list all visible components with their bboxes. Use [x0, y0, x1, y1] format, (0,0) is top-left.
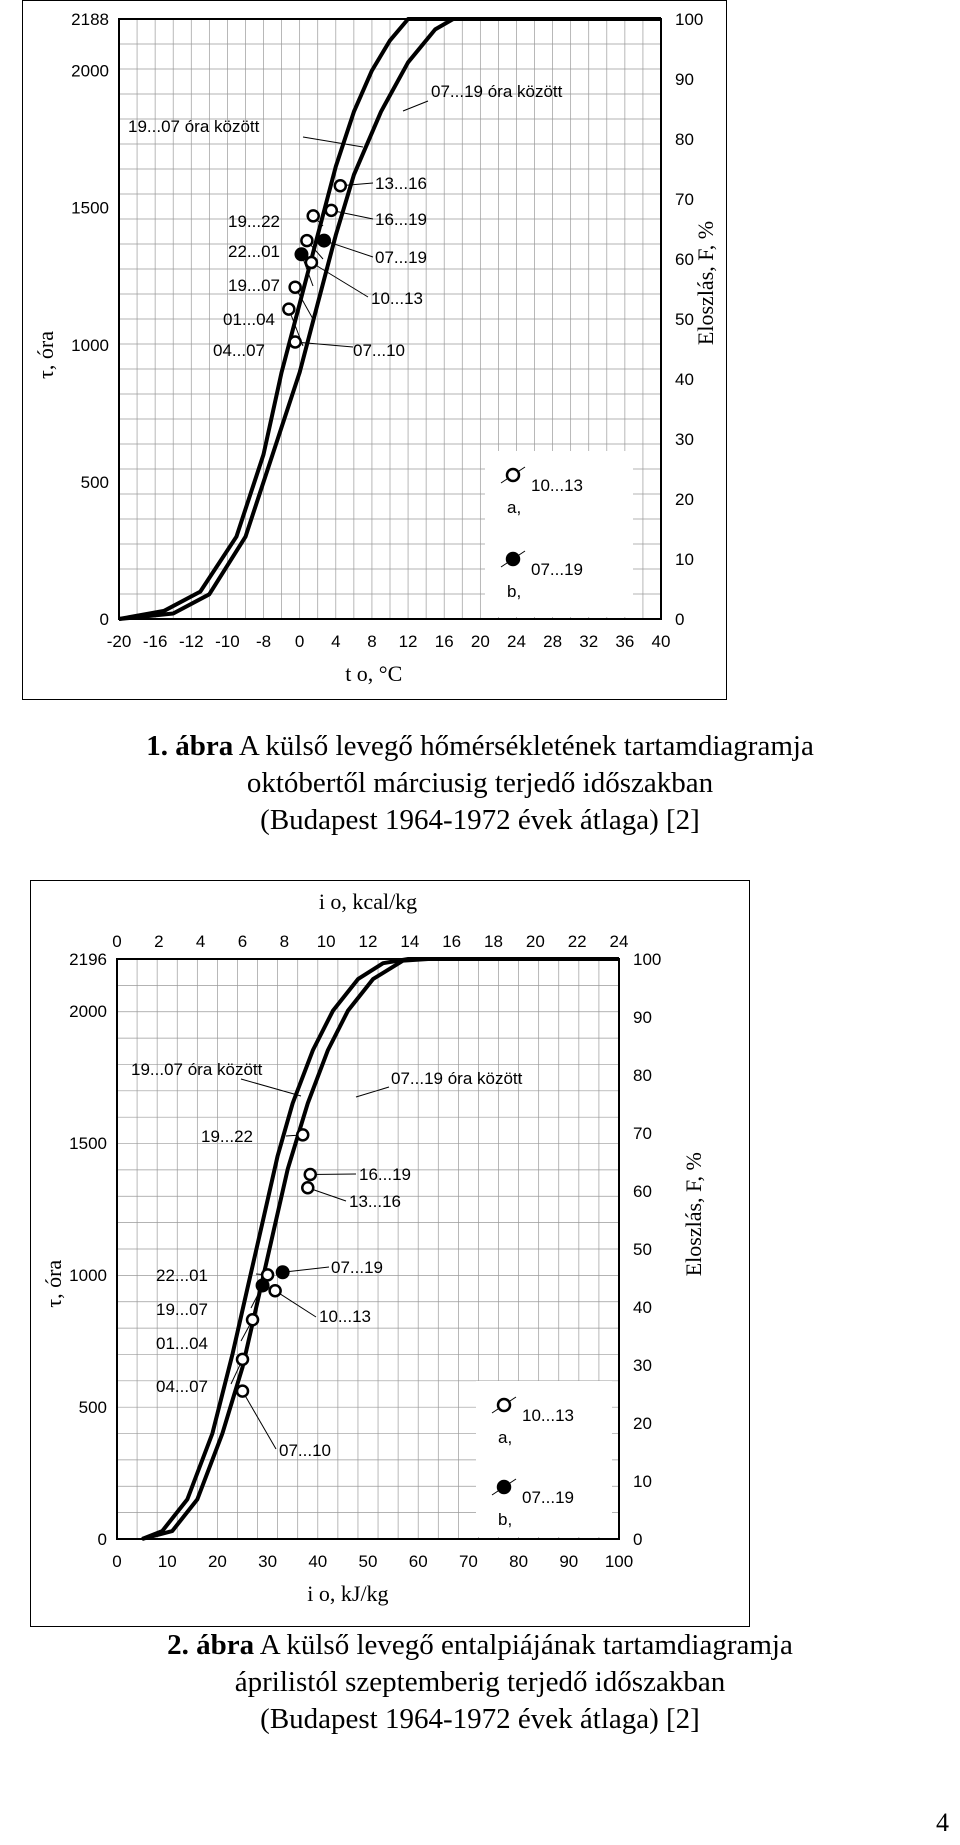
figure-1-frame: [22, 0, 727, 700]
figure-2-frame: [30, 880, 750, 1627]
right-tick-label: 80: [675, 130, 694, 149]
x-axis-title: t o, °C: [345, 661, 403, 686]
filled-marker: [295, 248, 308, 261]
right-tick-label: 10: [675, 550, 694, 569]
right-tick-label: 10: [633, 1472, 652, 1491]
x-tick-label: 70: [458, 1552, 478, 1571]
series-label-leader: [241, 1079, 301, 1096]
open-marker: [326, 205, 337, 216]
right-tick-label: 30: [675, 430, 694, 449]
figure-1-chart: [23, 1, 726, 699]
figure-1-caption-line-3: (Budapest 1964-1972 évek átlaga) [2]: [260, 804, 700, 836]
x-tick-label: 60: [408, 1552, 428, 1571]
x-tick-label: 100: [604, 1552, 634, 1571]
right-tick-label: 70: [633, 1124, 652, 1143]
y-tick-label: 500: [80, 472, 109, 492]
right-tick-label: 80: [633, 1066, 652, 1085]
x-tick-label: 0: [294, 632, 305, 651]
top-tick-label: 10: [316, 932, 336, 951]
legend-key: a,: [507, 498, 522, 517]
x-tick-label: 28: [543, 632, 563, 651]
legend-marker-filled: [498, 1481, 510, 1493]
right-tick-label: 20: [675, 490, 694, 509]
point-leader: [243, 1391, 277, 1449]
legend-marker-filled: [507, 553, 519, 565]
x-tick-label: -8: [255, 632, 272, 651]
top-axis-title: i o, kcal/kg: [318, 889, 418, 914]
top-tick-label: 12: [358, 932, 378, 951]
top-tick-label: 20: [525, 932, 545, 951]
x-tick-label: 8: [367, 632, 377, 651]
open-marker-label: 04...07: [156, 1377, 208, 1396]
open-marker: [247, 1314, 258, 1325]
x-tick-label: 40: [651, 632, 671, 651]
figure-2-caption: [0, 1627, 960, 1738]
filled-marker-label: 19...07: [156, 1300, 208, 1319]
top-tick-label: 4: [195, 932, 206, 951]
open-marker: [301, 235, 312, 246]
x-tick-label: 90: [559, 1552, 579, 1571]
x-tick-label: 4: [331, 632, 341, 651]
series-label: 19...07 óra között: [131, 1060, 263, 1079]
x-tick-label: 16: [434, 632, 454, 651]
x-tick-label: -10: [215, 632, 240, 651]
top-tick-label: 2: [154, 932, 164, 951]
right-tick-label: 90: [633, 1008, 652, 1027]
open-marker-label: 19...22: [201, 1127, 253, 1146]
y-tick-label: 1000: [69, 1265, 107, 1285]
x-tick-label: -12: [178, 632, 204, 651]
y-tick-label: 1500: [71, 198, 109, 218]
right-tick-label: 40: [633, 1298, 652, 1317]
right-tick-label: 30: [633, 1356, 652, 1375]
legend-key: b,: [507, 582, 522, 601]
y-tick-label: 2188: [71, 10, 109, 29]
open-marker-label: 16...19: [375, 210, 427, 229]
x-tick-label: 32: [579, 632, 599, 651]
y-tick-label: 1500: [69, 1133, 107, 1153]
right-tick-label: 100: [675, 10, 704, 29]
right-tick-label: 50: [675, 310, 694, 329]
x-tick-label: -20: [106, 632, 132, 651]
open-marker-label: 07...10: [279, 1441, 331, 1460]
figure-2-chart: [31, 881, 749, 1626]
right-axis-title: Eloszlás, F, %: [681, 1152, 706, 1277]
open-marker: [297, 1129, 308, 1140]
y-tick-label: 500: [78, 1397, 107, 1417]
legend-label: 07...19: [531, 560, 583, 579]
filled-marker-label: 19...07: [228, 276, 280, 295]
open-marker: [302, 1182, 313, 1193]
top-tick-label: 6: [237, 932, 248, 951]
series-label: 07...19 óra között: [391, 1069, 523, 1088]
figure-2-caption-line-1: A külső levegő entalpiájának tartamdiagramja: [254, 1629, 793, 1661]
open-marker: [290, 337, 301, 348]
x-tick-label: 50: [358, 1552, 378, 1571]
right-tick-label: 0: [675, 610, 685, 629]
right-tick-label: 0: [633, 1530, 643, 1549]
legend-box: [476, 1381, 612, 1537]
x-tick-label: 24: [507, 632, 526, 651]
top-tick-label: 16: [442, 932, 462, 951]
x-tick-label: 30: [258, 1552, 278, 1571]
point-leader: [295, 342, 353, 347]
right-tick-label: 60: [675, 250, 694, 269]
point-leader: [310, 1174, 356, 1175]
x-tick-label: 20: [207, 1552, 227, 1571]
x-tick-label: 40: [308, 1552, 328, 1571]
top-tick-label: 14: [400, 932, 420, 951]
x-axis-title: i o, kJ/kg: [307, 1581, 389, 1606]
top-tick-label: 22: [567, 932, 587, 951]
open-marker: [290, 282, 301, 293]
open-marker: [308, 210, 319, 221]
figure-2-caption-line-3: (Budapest 1964-1972 évek átlaga) [2]: [260, 1703, 700, 1735]
top-tick-label: 0: [112, 932, 122, 951]
legend-key: b,: [498, 1510, 513, 1529]
open-marker: [270, 1285, 281, 1296]
open-marker-label: 13...16: [349, 1192, 401, 1211]
open-marker-label: 13...16: [375, 174, 427, 193]
y-tick-label: 0: [99, 610, 109, 629]
figure-2-caption-number: 2. ábra: [167, 1629, 255, 1661]
open-marker-label: 07...10: [353, 341, 405, 360]
figure-1-caption-line-2: októbertől márciusig terjedő időszakban: [246, 767, 714, 799]
right-tick-label: 60: [633, 1182, 652, 1201]
filled-marker-label: 07...19: [375, 248, 427, 267]
series-label: 07...19 óra között: [431, 82, 563, 101]
top-tick-label: 24: [609, 932, 629, 951]
y-axis-title: τ, óra: [41, 1259, 66, 1308]
open-marker-label: 16...19: [359, 1165, 411, 1184]
legend-label: 10...13: [522, 1406, 574, 1425]
right-tick-label: 90: [675, 70, 694, 89]
open-marker: [335, 180, 346, 191]
point-leader: [275, 1291, 316, 1317]
open-marker-label: 01...04: [156, 1334, 208, 1353]
open-marker: [305, 1169, 316, 1180]
filled-marker: [256, 1279, 269, 1292]
series-label-leader: [356, 1087, 389, 1097]
figure-1-caption: [0, 728, 960, 839]
page-number: 4: [936, 1808, 949, 1837]
right-tick-label: 20: [633, 1414, 652, 1433]
legend-label: 10...13: [531, 476, 583, 495]
series-label: 19...07 óra között: [128, 117, 260, 136]
open-marker-label: 01...04: [223, 310, 275, 329]
open-marker: [306, 257, 317, 268]
x-tick-label: 20: [470, 632, 490, 651]
open-marker: [237, 1354, 248, 1365]
filled-marker: [318, 234, 331, 247]
y-tick-label: 2000: [71, 61, 109, 81]
open-marker: [237, 1386, 248, 1397]
legend-key: a,: [498, 1428, 513, 1447]
x-tick-label: 36: [615, 632, 635, 651]
top-tick-label: 8: [279, 932, 290, 951]
x-tick-label: 80: [509, 1552, 529, 1571]
series-label-leader: [403, 101, 428, 111]
open-marker: [283, 304, 294, 315]
filled-marker: [276, 1266, 289, 1279]
figure-2-caption-line-2: áprilistól szeptemberig terjedő időszakban: [234, 1666, 726, 1698]
right-tick-label: 50: [633, 1240, 652, 1259]
open-marker-label: 10...13: [319, 1307, 371, 1326]
figure-1-caption-line-1: A külső levegő hőmérsékletének tartamdiagramja: [233, 730, 814, 762]
legend-label: 07...19: [522, 1488, 574, 1507]
open-marker-label: 22...01: [228, 242, 280, 261]
figure-1-caption-number: 1. ábra: [146, 730, 234, 762]
y-tick-label: 1000: [71, 335, 109, 355]
open-marker-label: 22...01: [156, 1266, 208, 1285]
open-marker-label: 19...22: [228, 212, 280, 231]
legend-marker-open: [507, 469, 519, 481]
x-tick-label: 12: [398, 632, 418, 651]
legend-marker-open: [498, 1399, 510, 1411]
y-tick-label: 2196: [69, 950, 107, 969]
open-marker-label: 04...07: [213, 341, 265, 360]
y-tick-label: 2000: [69, 1001, 107, 1021]
x-tick-label: -16: [142, 632, 168, 651]
x-tick-label: 10: [157, 1552, 177, 1571]
y-tick-label: 0: [97, 1530, 107, 1549]
open-marker-label: 10...13: [371, 289, 423, 308]
right-tick-label: 40: [675, 370, 694, 389]
right-tick-label: 100: [633, 950, 662, 969]
x-tick-label: 0: [112, 1552, 122, 1571]
top-tick-label: 18: [484, 932, 503, 951]
y-axis-title: τ, óra: [33, 331, 58, 379]
right-tick-label: 70: [675, 190, 694, 209]
right-axis-title: Eloszlás, F, %: [693, 220, 718, 346]
filled-marker-label: 07...19: [331, 1258, 383, 1277]
